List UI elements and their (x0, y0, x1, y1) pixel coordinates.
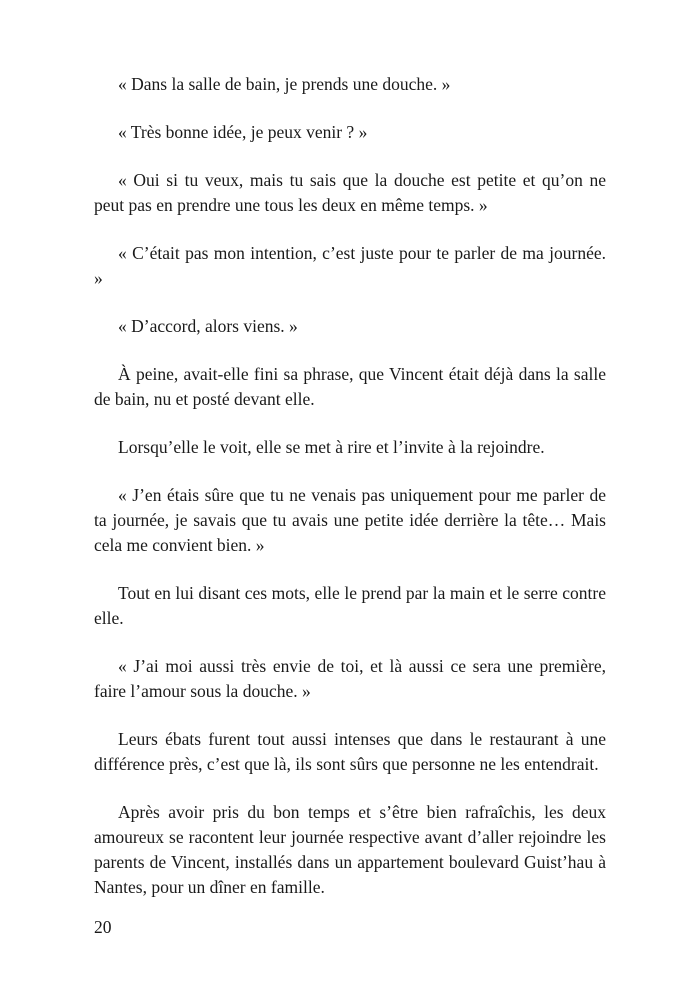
paragraph-4: « C’était pas mon intention, c’est juste pour te parler de ma journée. » (94, 243, 606, 288)
paragraph-3: « Oui si tu veux, mais tu sais que la douche est petite et qu’on ne peut pas en prendre une tous les deux en même temps. » (94, 170, 606, 215)
paragraph-6: À peine, avait-elle fini sa phrase, que Vincent était déjà dans la salle de bain, nu et posté devant elle. (94, 364, 606, 409)
paragraph-12: Après avoir pris du bon temps et s’être bien rafraîchis, les deux amoureux se racontent leur journée respective avant d’aller rejoindre les parents de Vincent, installés dans un appartement boulevard Guist’hau à Nantes, pour un dîner en famille. (94, 802, 606, 897)
page-number: 20 (94, 917, 112, 937)
paragraph-9: Tout en lui disant ces mots, elle le prend par la main et le serre contre elle. (94, 583, 606, 628)
page-body (94, 72, 606, 923)
paragraph-7: Lorsqu’elle le voit, elle se met à rire et l’invite à la rejoindre. (118, 437, 545, 457)
paragraph-1: « Dans la salle de bain, je prends une douche. » (118, 74, 451, 94)
paragraph-2: « Très bonne idée, je peux venir ? » (118, 122, 368, 142)
paragraph-10: « J’ai moi aussi très envie de toi, et là aussi ce sera une première, faire l’amour sous la douche. » (94, 656, 606, 701)
paragraph-11: Leurs ébats furent tout aussi intenses que dans le restaurant à une différence près, c’est que là, ils sont sûrs que personne ne les entendrait. (94, 729, 606, 774)
paragraph-8: « J’en étais sûre que tu ne venais pas uniquement pour me parler de ta journée, je savais que tu avais une petite idée derrière la tête… Mais cela me convient bien. » (94, 485, 606, 555)
paragraph-5: « D’accord, alors viens. » (118, 316, 298, 336)
